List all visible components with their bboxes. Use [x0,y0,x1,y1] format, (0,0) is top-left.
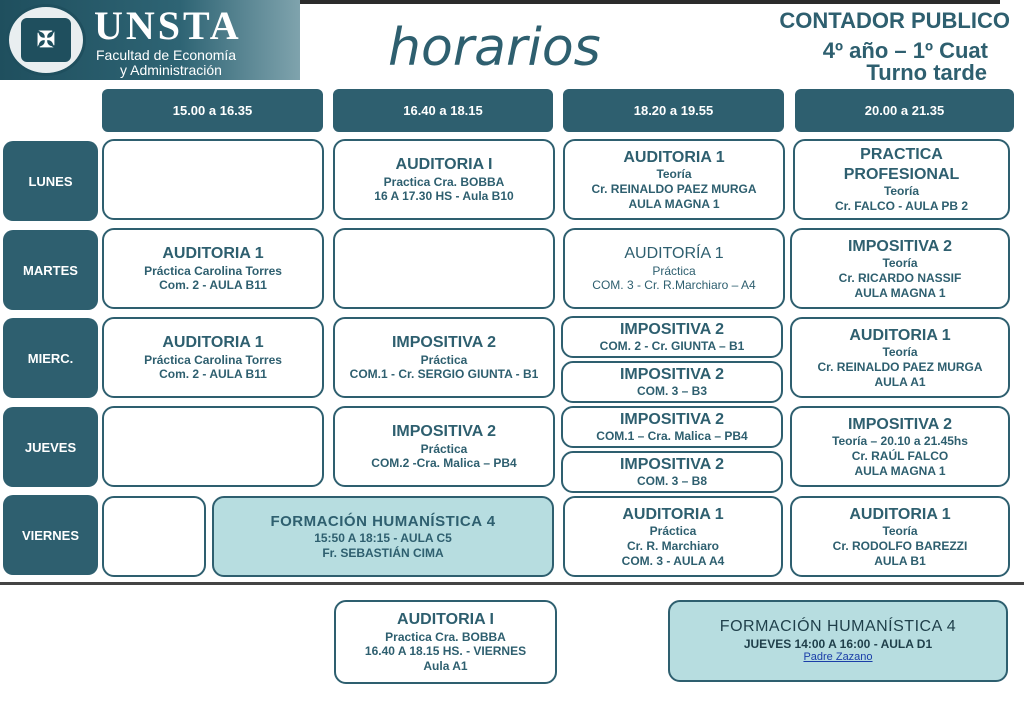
class-line: COM. 2 - Cr. GIUNTA – B1 [599,339,745,354]
logo-name: UNSTA [94,3,242,48]
class-cell [561,361,783,403]
class-cell [333,406,555,487]
class-line: Cr. RAÚL FALCO [851,448,949,463]
page-title: horarios [388,18,601,78]
class-title: AUDITORIA I [397,611,494,629]
class-line: Teoría [882,345,918,360]
class-title: IMPOSITIVA 2 [619,410,724,428]
day-wednesday: MIERC. [3,318,98,398]
class-title: AUDITORÍA 1 [624,245,724,263]
class-line: 15:50 A 18:15 - AULA C5 [314,531,452,546]
cell-empty [102,496,206,577]
class-cell [102,228,324,309]
class-line: Cr. RICARDO NASSIF [838,270,962,285]
class-cell [563,139,785,220]
class-line: COM. 3 – B3 [636,384,708,399]
class-line: COM.2 -Cra. Malica – PB4 [371,456,517,471]
faculty-line1: Facultad de Economía [96,47,237,63]
class-line: Com. 2 - AULA B11 [159,278,267,293]
class-line: Cr. R. Marchiaro [626,538,720,553]
class-line: JUEVES 14:00 A 16:00 - AULA D1 [743,636,933,651]
class-title: FORMACIÓN HUMANÍSTICA 4 [270,512,496,530]
class-cell [333,139,555,220]
bottom-divider [0,582,1024,585]
class-cell [563,228,785,309]
class-title: AUDITORIA 1 [162,334,264,352]
class-line: Teoría [882,256,918,271]
class-title: AUDITORIA 1 [162,245,264,263]
cell-empty [102,139,324,220]
class-cell [102,317,324,398]
class-line: 16 A 17.30 HS - Aula B10 [374,189,514,204]
class-line: COM. 3 - AULA A4 [621,553,725,568]
class-cell [212,496,554,577]
class-line: Práctica Carolina Torres [144,352,282,367]
class-line: Teoría [882,524,918,539]
day-friday: VIERNES [3,495,98,575]
day-thursday: JUEVES [3,407,98,487]
faculty-line2: y Administración [120,62,222,78]
class-line: Cr. REINALDO PAEZ MURGA [591,181,757,196]
shift-label: Turno tarde [866,60,987,85]
class-line: Práctica [420,441,468,456]
class-line: Práctica [649,524,697,539]
class-line: Teoría [656,167,692,182]
class-line: Práctica [652,263,696,278]
class-line: AULA MAGNA 1 [854,285,946,300]
class-line: AULA MAGNA 1 [854,463,946,478]
class-title: IMPOSITIVA 2 [391,334,496,352]
class-cell [790,228,1010,309]
class-line: Teoría – 20.10 a 21.45hs [832,434,968,449]
class-title: AUDITORIA 1 [622,505,724,523]
day-monday: LUNES [3,141,98,221]
cell-empty [102,406,324,487]
career-name: CONTADOR PUBLICO [779,8,1010,33]
extra-class-cell [668,600,1008,682]
class-line: COM.1 – Cra. Malica – PB4 [596,429,748,444]
professor-link: Padre Zazano [803,651,873,664]
time-slot-2: 16.40 a 18.15 [333,89,553,132]
time-slot-3: 18.20 a 19.55 [563,89,784,132]
cell-empty [333,228,555,309]
extra-class-cell [334,600,557,684]
class-cell [793,139,1010,220]
class-line: Cr. FALCO - AULA PB 2 [834,199,969,214]
class-line: Aula A1 [423,659,468,674]
class-title: FORMACIÓN HUMANÍSTICA 4 [719,618,957,636]
time-slot-1: 15.00 a 16.35 [102,89,323,132]
class-cell [333,317,555,398]
class-cell [561,451,783,493]
class-line: Cr. REINALDO PAEZ MURGA [817,359,983,374]
class-title: IMPOSITIVA 2 [619,320,724,338]
university-crest-icon [6,4,86,76]
class-title: IMPOSITIVA 2 [391,423,496,441]
class-title: AUDITORIA 1 [849,505,951,523]
class-cell [790,496,1010,577]
class-line: Fr. SEBASTIÁN CIMA [322,545,444,560]
class-line: AULA B1 [874,553,926,568]
class-line: AULA MAGNA 1 [628,196,720,211]
crest-shield-icon: ✠ [21,18,71,62]
class-line: Practica Cra. BOBBA [383,174,505,189]
class-cell [790,317,1010,398]
class-cell [561,316,783,358]
class-line: 16.40 A 18.15 HS. - VIERNES [364,644,527,659]
class-title: AUDITORIA I [395,156,493,174]
class-line: COM.1 - Cr. SERGIO GIUNTA - B1 [349,367,539,382]
class-title: IMPOSITIVA 2 [619,455,724,473]
class-line: Com. 2 - AULA B11 [159,367,267,382]
class-title: IMPOSITIVA 2 [619,365,724,383]
day-tuesday: MARTES [3,230,98,310]
class-title: IMPOSITIVA 2 [847,415,952,433]
class-line: Cr. RODOLFO BAREZZI [832,538,968,553]
class-cell [561,406,783,448]
class-cell [790,406,1010,487]
class-line: AULA A1 [874,374,926,389]
class-line: Práctica Carolina Torres [144,263,282,278]
class-title: PRACTICA PROFESIONAL [843,146,960,183]
class-line: COM. 3 - Cr. R.Marchiaro – A4 [592,278,756,293]
class-line: COM. 3 – B8 [636,474,708,489]
class-line: Practica Cra. BOBBA [385,629,506,644]
time-slot-4: 20.00 a 21.35 [795,89,1014,132]
class-title: IMPOSITIVA 2 [847,237,952,255]
top-divider [300,0,1000,4]
class-line: Práctica [420,352,468,367]
year-term: 4º año – 1º Cuat [822,38,988,63]
class-line: Teoría [883,184,920,199]
class-title: AUDITORIA 1 [623,148,725,166]
class-cell [563,496,783,577]
class-title: AUDITORIA 1 [849,326,951,344]
